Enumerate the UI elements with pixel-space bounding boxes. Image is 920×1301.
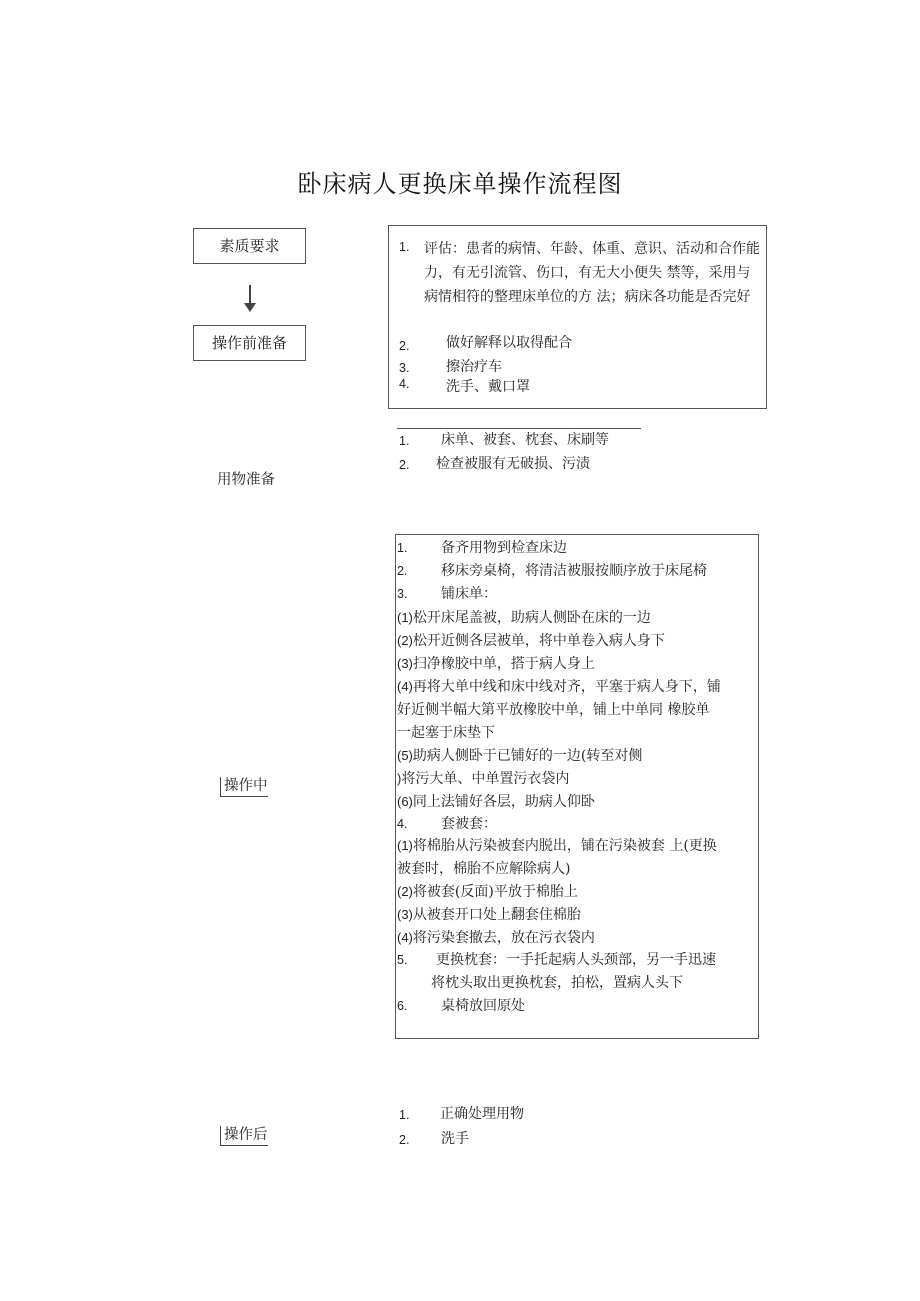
- during-line: 3. 铺床单：: [397, 586, 497, 602]
- prep-item-number: 4.: [399, 377, 410, 391]
- during-line: (3)扫净橡胶中单，搭于病人身上: [397, 656, 595, 672]
- during-line: 6. 桌椅放回原处: [397, 998, 525, 1014]
- during-line: 4. 套被套：: [397, 816, 497, 832]
- page-title: 卧床病人更换床单操作流程图: [297, 170, 623, 198]
- prep-item-text: 评估：患者的病情、年龄、体重、意识、活动和合作能力，有无引流管、伤口，有无大小便失 禁等，采用与病情相符的整理床单位的方 法；病床各功能是否完好: [424, 241, 760, 305]
- supplies-item-text: 床单、被套、枕套、床刷等: [441, 432, 609, 448]
- supplies-item-text: 检查被服有无破损、污渍: [436, 456, 590, 472]
- step-quality-box: 素质要求: [193, 228, 306, 264]
- step-during-label: 操作中: [220, 777, 268, 797]
- supplies-item-number: 2.: [399, 458, 410, 472]
- after-item-number: 1.: [399, 1108, 410, 1122]
- during-line: (4)再将大单中线和床中线对齐，平塞于病人身下，铺: [397, 679, 721, 695]
- during-line: 一起塞于床垫下: [397, 725, 495, 741]
- prep-item-text: 擦治疗车: [446, 359, 502, 375]
- prep-item-text: 做好解释以取得配合: [446, 335, 572, 351]
- after-item-number: 2.: [399, 1133, 410, 1147]
- step-after-label: 操作后: [220, 1126, 268, 1146]
- during-line: 1. 备齐用物到检查床边: [397, 540, 567, 556]
- after-item-text: 正确处理用物: [440, 1106, 524, 1122]
- step-prep-box: 操作前准备: [193, 325, 306, 361]
- during-line: 5. 更换枕套：一手托起病人头颈部，另一手迅速: [397, 952, 716, 968]
- during-line: )将污大单、中单置污衣袋内: [397, 771, 570, 787]
- during-line: (6)同上法铺好各层，助病人仰卧: [397, 794, 595, 810]
- after-item-text: 洗手: [441, 1131, 469, 1147]
- arrow-down-icon: [244, 303, 256, 312]
- during-line: (1)将棉胎从污染被套内脱出，铺在污染被套 上(更换: [397, 838, 717, 854]
- prep-item-number: 3.: [399, 361, 410, 375]
- during-line: 好近侧半幅大第平放橡胶中单，铺上中单同 橡胶单: [397, 702, 710, 718]
- prep-item-number: 1.: [399, 240, 410, 254]
- during-line: (2)松开近侧各层被单，将中单卷入病人身下: [397, 633, 665, 649]
- prep-item-number: 2.: [399, 339, 410, 353]
- during-line: (5)助病人侧卧于已铺好的一边(转至对侧: [397, 748, 643, 764]
- during-line: 将枕头取出更换枕套，拍松，置病人头下: [431, 975, 683, 991]
- during-line: (3)从被套开口处上翻套住棉胎: [397, 907, 581, 923]
- flow-arrow-line: [249, 285, 251, 305]
- prep-item-text: 洗手、戴口罩: [446, 379, 530, 395]
- during-line: (4)将污染套撤去，放在污衣袋内: [397, 930, 595, 946]
- during-line: 被套时，棉胎不应解除病人): [397, 861, 571, 877]
- supplies-item-number: 1.: [399, 434, 410, 448]
- during-line: 2. 移床旁桌椅，将清洁被服按顺序放于床尾椅: [397, 563, 707, 579]
- step-supplies-label: 用物准备: [217, 472, 275, 488]
- during-line: (1)松开床尾盖被，助病人侧卧在床的一边: [397, 610, 651, 626]
- during-line: (2)将被套(反面)平放于棉胎上: [397, 884, 578, 900]
